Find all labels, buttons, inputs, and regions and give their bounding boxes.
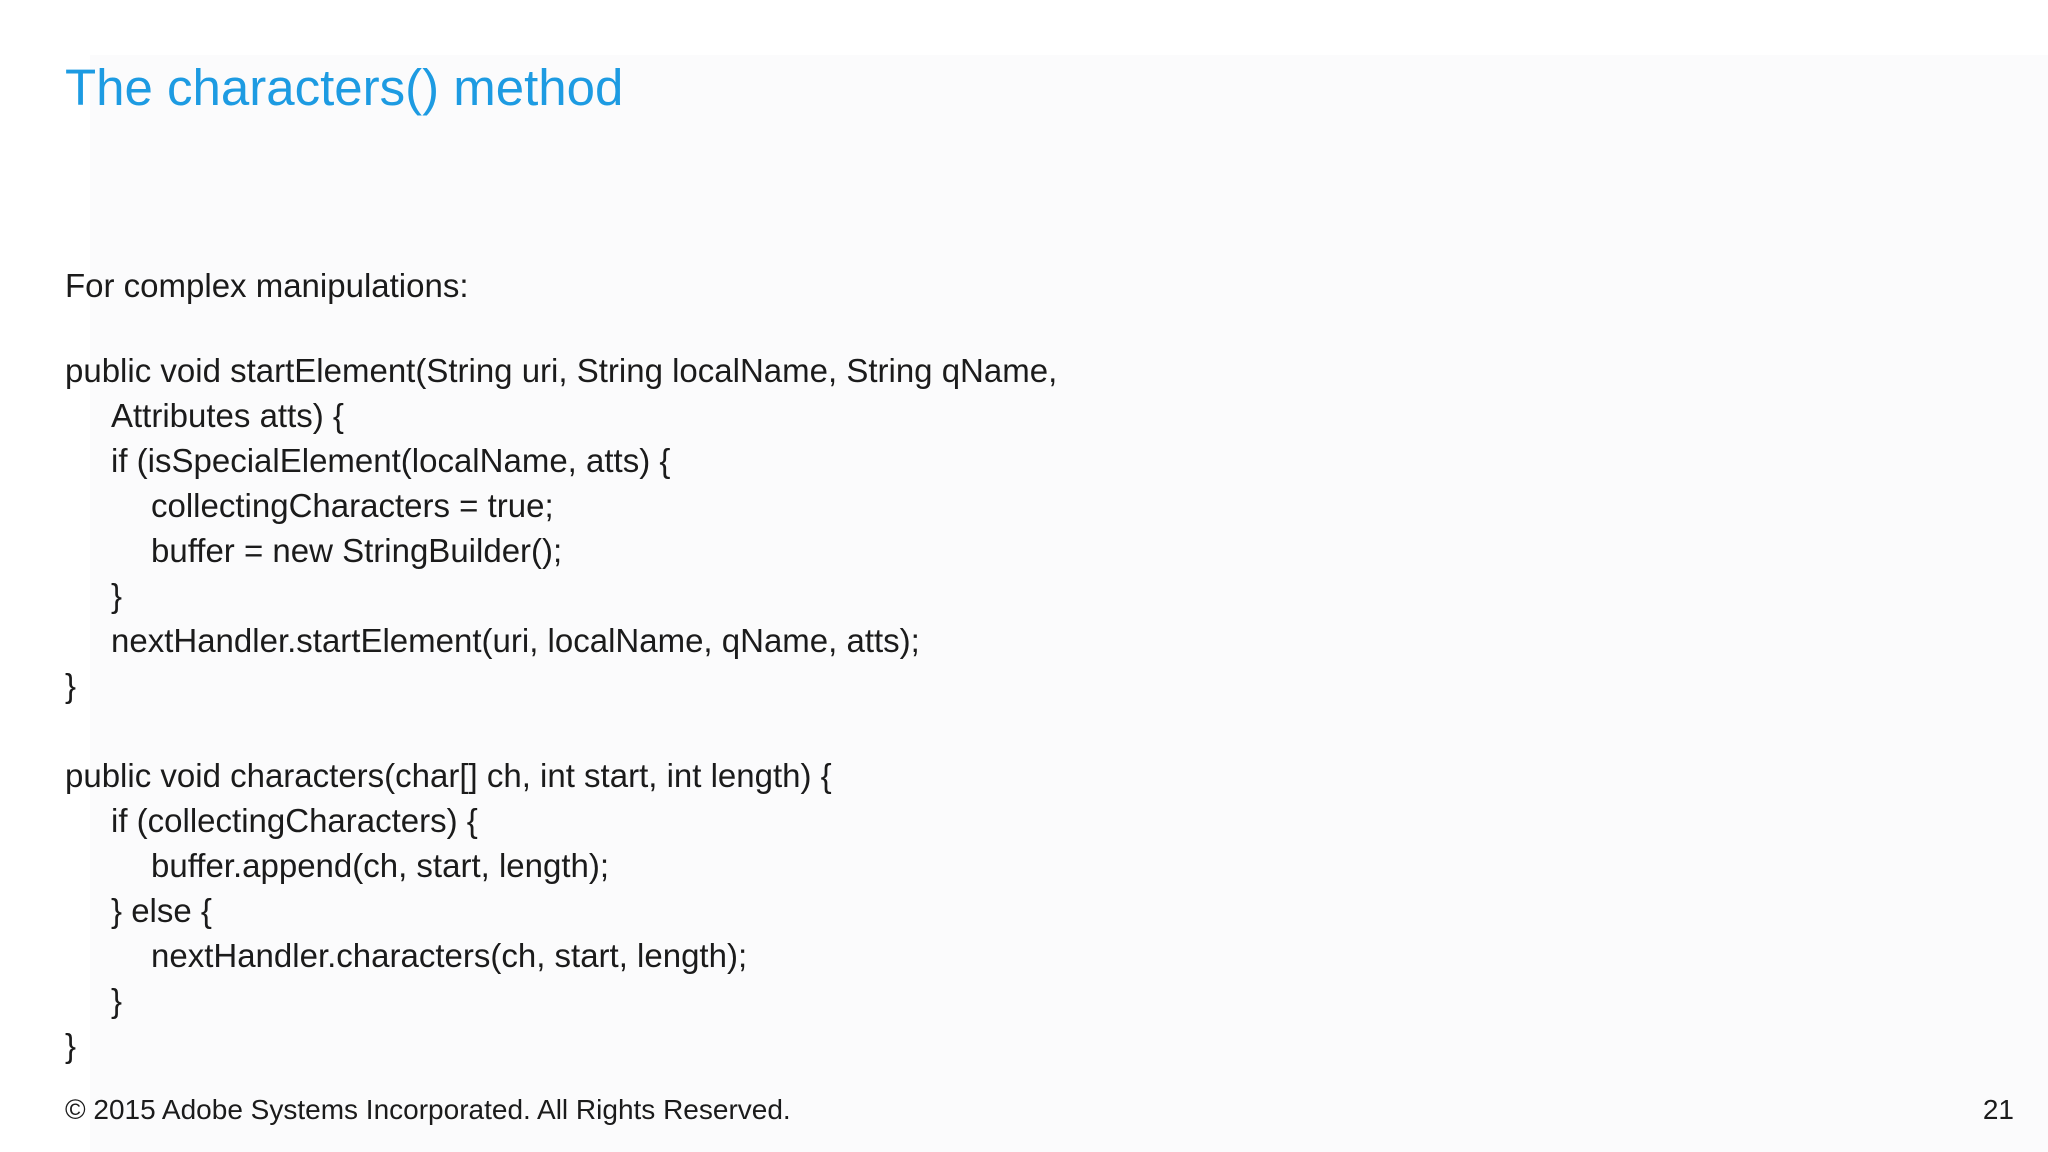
code-line: public void characters(char[] ch, int start, int length) { bbox=[65, 757, 832, 794]
code-line: } bbox=[65, 667, 77, 704]
code-line: nextHandler.characters(ch, start, length); bbox=[151, 937, 748, 974]
slide-title: The characters() method bbox=[65, 59, 624, 116]
code-line: } bbox=[65, 1027, 77, 1064]
code-line: Attributes atts) { bbox=[111, 397, 344, 434]
code-line: buffer.append(ch, start, length); bbox=[151, 847, 610, 884]
code-line: collectingCharacters = true; bbox=[151, 487, 554, 524]
intro-text: For complex manipulations: bbox=[65, 267, 469, 304]
code-line: if (isSpecialElement(localName, atts) { bbox=[111, 442, 671, 479]
code-line: buffer = new StringBuilder(); bbox=[151, 532, 563, 569]
code-line: } bbox=[111, 982, 123, 1019]
code-line: } else { bbox=[111, 892, 212, 929]
code-line: nextHandler.startElement(uri, localName, qName, atts); bbox=[111, 622, 920, 659]
page-number: 21 bbox=[1982, 1094, 2014, 1125]
copyright-footer: © 2015 Adobe Systems Incorporated. All Rights Reserved. bbox=[65, 1094, 791, 1125]
code-line: } bbox=[111, 577, 123, 614]
code-line: public void startElement(String uri, String localName, String qName, bbox=[65, 352, 1058, 389]
code-block bbox=[65, 348, 1057, 1068]
code-line: if (collectingCharacters) { bbox=[111, 802, 478, 839]
code-line bbox=[65, 708, 1057, 753]
